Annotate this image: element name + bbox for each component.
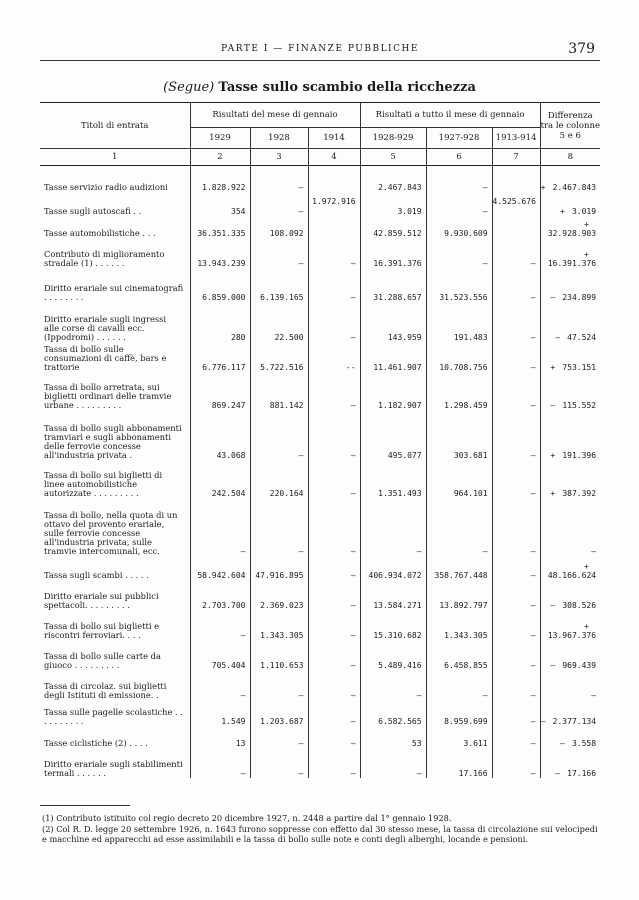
cell-1914: — [308, 556, 360, 580]
cell-1928: — [250, 410, 308, 460]
cell-1928: 22.500 [250, 302, 308, 342]
difference-sign: — [555, 768, 560, 778]
cell-1927-928: 3.611 [426, 726, 492, 748]
row-label: Tassa di bollo, nella quota di un ottavo del provento erariale, sulle ferrovie concesse all'industria privata, sulle tramvie intercomunali, ecc. [44, 509, 178, 556]
cell-1929: 1.828.922 [190, 166, 250, 192]
cell-1928-929: 31.288.657 [360, 268, 426, 302]
cell-1928-929: 42.859.512 [360, 216, 426, 238]
cell-difference [540, 610, 600, 640]
cell-1928-929: — [360, 670, 426, 700]
col-number: 5 [360, 149, 426, 166]
cell-1913-914: — [492, 238, 540, 268]
cell-1927-928: 6.458.855 [426, 640, 492, 670]
difference-sign: — [540, 716, 546, 726]
cell-1927-928: — [426, 166, 492, 192]
cell-1927-928: 303.681 [426, 410, 492, 460]
col-number: 2 [190, 149, 250, 166]
cell-1929: 6.859.000 [190, 268, 250, 302]
table-row [40, 726, 600, 748]
header-rule [40, 60, 600, 61]
cell-1913-914: — [492, 556, 540, 580]
table-row [40, 268, 600, 302]
difference-value: 234.899 [562, 292, 597, 302]
col-number: 1 [40, 149, 190, 166]
cell-1914: — [308, 268, 360, 302]
cell-1914: — [308, 640, 360, 670]
difference-value: 47.524 [567, 332, 597, 342]
cell-difference [540, 460, 600, 498]
cell-difference [540, 372, 600, 410]
difference-value: 17.166 [567, 768, 597, 778]
table-row [40, 166, 600, 192]
row-label: Tassa di bollo sulle consumazioni di caffè, bars e trattorie [44, 343, 167, 372]
cell-difference [540, 670, 600, 700]
cell-1927-928: 17.166 [426, 748, 492, 778]
cell-difference [540, 302, 600, 342]
table-row [40, 700, 600, 726]
row-label: Tassa di bollo sulle carte da giuoco . . . . . . . . . [44, 650, 161, 670]
year-header: 1929 [190, 128, 250, 149]
difference-sign: + [540, 182, 546, 192]
difference-value: 3.558 [571, 738, 597, 748]
cell-1913-914-merged: 4.525.676 [492, 166, 540, 238]
table-row [40, 640, 600, 670]
row-label: Tasse sugli autoscafi . . [44, 205, 142, 216]
cell-1928-929: 1.351.493 [360, 460, 426, 498]
table-row [40, 556, 600, 580]
col-number: 8 [540, 149, 600, 166]
cell-difference [540, 726, 600, 748]
cell-1928-929: 406.934.072 [360, 556, 426, 580]
page-number: 379 [568, 41, 595, 57]
cell-1927-928: 1.343.305 [426, 610, 492, 640]
difference-value: 32.928.903 [547, 228, 597, 238]
cell-1927-928: 13.892.797 [426, 580, 492, 610]
cell-1913-914: — [492, 610, 540, 640]
cell-1928-929: 13.584.271 [360, 580, 426, 610]
cell-1928: 1.203.687 [250, 700, 308, 726]
cell-1928: 220.164 [250, 460, 308, 498]
row-label: Diritto erariale sugli stabilimenti termali . . . . . . [44, 758, 183, 778]
cell-1913-914: — [492, 700, 540, 726]
running-header-title: PARTE I — FINANZE PUBBLICHE [221, 44, 419, 54]
row-label: Diritto erariale sui pubblici spettacoli. . . . . . . . . [44, 590, 159, 610]
year-header: 1914 [308, 128, 360, 149]
difference-sign: + [584, 249, 589, 259]
row-label: Tassa di circolaz. sui biglietti degli Istituti di emissione. . [44, 680, 167, 700]
row-label: Contributo di miglioramento stradale (1) . . . . . . [44, 248, 165, 268]
cell-difference [540, 556, 600, 580]
cell-difference [540, 238, 600, 268]
cell-1928: — [250, 192, 308, 216]
difference-sign: + [584, 219, 589, 229]
cell-1927-928: 964.101 [426, 460, 492, 498]
cell-1914: — [308, 372, 360, 410]
difference-sign: — [555, 332, 560, 342]
cell-difference [540, 748, 600, 778]
cell-1928: 108.092 [250, 216, 308, 238]
cell-1929: 36.351.335 [190, 216, 250, 238]
difference-value: 387.392 [562, 488, 597, 498]
cell-1928: 1.343.305 [250, 610, 308, 640]
table-row [40, 302, 600, 342]
table-body [40, 166, 600, 778]
title-prefix: (Segue) [163, 80, 215, 95]
difference-value: 308.526 [562, 600, 597, 610]
cell-1929: 13.943.239 [190, 238, 250, 268]
cell-1914-merged: 1.972.916 [308, 166, 360, 238]
cell-1914: — [308, 580, 360, 610]
cell-1914: -- [308, 342, 360, 372]
difference-value: 191.396 [562, 450, 597, 460]
cell-1929: — [190, 748, 250, 778]
cell-1929: — [190, 610, 250, 640]
table-row [40, 748, 600, 778]
cell-difference [540, 410, 600, 460]
cell-1928: — [250, 670, 308, 700]
row-label: Tasse ciclistiche (2) . . . . [44, 737, 148, 748]
difference-sign: + [584, 561, 589, 571]
cell-1914: — [308, 498, 360, 556]
cell-1929: — [190, 498, 250, 556]
footnote-rule [40, 805, 130, 806]
cell-1914: — [308, 410, 360, 460]
cell-1913-914: — [492, 460, 540, 498]
difference-value: 969.439 [562, 660, 597, 670]
revenue-table [40, 102, 600, 778]
cell-difference [540, 700, 600, 726]
cell-1914: — [308, 700, 360, 726]
difference-value: 753.151 [562, 362, 597, 372]
cell-1914: — [308, 670, 360, 700]
cell-1928: — [250, 748, 308, 778]
cell-1928: — [250, 166, 308, 192]
cell-1928: — [250, 726, 308, 748]
cell-1914: — [308, 748, 360, 778]
cell-1928-929: 6.582.565 [360, 700, 426, 726]
difference-value: 48.166.624 [547, 570, 597, 580]
cell-difference [540, 216, 600, 238]
cell-1928-929: 53 [360, 726, 426, 748]
cell-1927-928: 358.767.448 [426, 556, 492, 580]
cell-1927-928: 9.930.609 [426, 216, 492, 238]
difference-sign: — [550, 600, 556, 610]
cell-1928-929: — [360, 498, 426, 556]
footnotes [42, 813, 598, 845]
cell-1927-928: 191.483 [426, 302, 492, 342]
difference-sign: — [550, 660, 556, 670]
table-row [40, 372, 600, 410]
table-row [40, 610, 600, 640]
difference-value: 115.552 [562, 400, 597, 410]
year-header: 1928-929 [360, 128, 426, 149]
cell-1928: 6.139.165 [250, 268, 308, 302]
difference-value: 2.377.134 [552, 716, 597, 726]
difference-sign: + [550, 362, 556, 372]
cell-difference [540, 580, 600, 610]
cell-1913-914: — [492, 342, 540, 372]
cell-1927-928: 1.298.459 [426, 372, 492, 410]
difference-value: — [591, 546, 597, 556]
footnote-2: (2) Col R. D. legge 20 settembre 1926, n. 1643 furono soppresse con effetto dal 30 stesso mese, la tassa di circolazione sui velocipedi e macchine ed apparecchi ad esse assimilabili e la tassa di bollo sulle note e conti degli alberghi, locande e pensioni. [42, 823, 598, 844]
difference-value: — [591, 690, 597, 700]
cell-1928: — [250, 238, 308, 268]
row-label: Tasse servizio radio audizioni [44, 181, 168, 192]
cell-1914: — [308, 238, 360, 268]
col-number: 3 [250, 149, 308, 166]
cell-1929: 58.942.604 [190, 556, 250, 580]
col-group-month: Risultati del mese di gennaio [190, 103, 360, 128]
cell-1913-914: — [492, 372, 540, 410]
difference-value: 13.967.376 [547, 630, 597, 640]
cell-difference [540, 342, 600, 372]
difference-sign: + [550, 450, 556, 460]
cell-difference [540, 192, 600, 216]
cell-1928-929: 11.461.907 [360, 342, 426, 372]
cell-1928-929: 15.310.682 [360, 610, 426, 640]
cell-1928: — [250, 498, 308, 556]
cell-1929: 354 [190, 192, 250, 216]
difference-sign: + [584, 621, 589, 631]
cell-1928-929: 143.959 [360, 302, 426, 342]
year-header: 1913-914 [492, 128, 540, 149]
cell-1929: 6.776.117 [190, 342, 250, 372]
table-row [40, 580, 600, 610]
cell-1928: 5.722.516 [250, 342, 308, 372]
difference-value: 3.019 [571, 206, 597, 216]
running-header [0, 41, 639, 58]
year-header: 1927-928 [426, 128, 492, 149]
col-header-titoli: Titoli di entrata [40, 103, 190, 149]
table-row [40, 670, 600, 700]
cell-1929: 280 [190, 302, 250, 342]
table-row [40, 410, 600, 460]
cell-1927-928: — [426, 192, 492, 216]
cell-1927-928: 8.959.699 [426, 700, 492, 726]
row-label: Tassa di bollo arretrata, sui biglietti ordinari delle tramvie urbane . . . . . . . . . [44, 381, 172, 410]
cell-difference [540, 498, 600, 556]
cell-1927-928: — [426, 670, 492, 700]
cell-1929: — [190, 670, 250, 700]
cell-difference [540, 268, 600, 302]
cell-1927-928: — [426, 498, 492, 556]
cell-1929: 2.703.700 [190, 580, 250, 610]
col-number: 7 [492, 149, 540, 166]
table-title [0, 80, 639, 95]
difference-sign: — [559, 738, 565, 748]
col-number: 6 [426, 149, 492, 166]
cell-1929: 43.068 [190, 410, 250, 460]
cell-1913-914: — [492, 726, 540, 748]
row-label: Diritto erariale sui cinematografi . . . . . . . . [44, 282, 184, 302]
cell-1927-928: 31.523.556 [426, 268, 492, 302]
table-row [40, 460, 600, 498]
cell-1929: 242.504 [190, 460, 250, 498]
cell-1913-914: — [492, 580, 540, 610]
table-row [40, 342, 600, 372]
table-row [40, 498, 600, 556]
cell-1913-914: — [492, 498, 540, 556]
row-label: Diritto erariale sugli ingressi alle corse di cavalli ecc. (Ippodromi) . . . . . . [44, 313, 167, 342]
row-label: Tassa sulle pagelle scolastiche . . . . . . . . . . [44, 706, 183, 726]
year-header: 1928 [250, 128, 308, 149]
cell-1927-928: — [426, 238, 492, 268]
cell-1913-914: — [492, 748, 540, 778]
difference-value: 16.391.376 [547, 258, 597, 268]
cell-1928-929: 2.467.843 [360, 166, 426, 192]
cell-1928-929: 16.391.376 [360, 238, 426, 268]
footnote-1: (1) Contributo istituito col regio decreto 20 dicembre 1927, n. 2448 a partire dal 1° gennaio 1928. [42, 813, 452, 823]
cell-1929: 13 [190, 726, 250, 748]
cell-1913-914: — [492, 268, 540, 302]
difference-sign: + [550, 488, 556, 498]
row-label: Tassa sugli scambi . . . . . [44, 569, 149, 580]
cell-1913-914: — [492, 302, 540, 342]
cell-1928-929: 5.489.416 [360, 640, 426, 670]
difference-sign: — [550, 400, 556, 410]
table-row [40, 238, 600, 268]
cell-difference [540, 640, 600, 670]
cell-1913-914: — [492, 670, 540, 700]
difference-sign: + [559, 206, 565, 216]
cell-1914: — [308, 610, 360, 640]
col-header-diff: Differenza tra le colonne 5 e 6 [540, 103, 600, 149]
cell-1928-929: 495.077 [360, 410, 426, 460]
col-number: 4 [308, 149, 360, 166]
cell-1927-928: 10.708.756 [426, 342, 492, 372]
row-label: Tassa di bollo sui biglietti e riscontri ferroviari. . . . [44, 620, 160, 640]
cell-1913-914: — [492, 410, 540, 460]
row-label: Tassa di bollo sugli abbonamenti tramviari e sugli abbonamenti delle ferrovie concesse all'industria privata . [44, 422, 182, 460]
cell-1928: 881.142 [250, 372, 308, 410]
difference-sign: — [550, 292, 556, 302]
cell-1929: 869.247 [190, 372, 250, 410]
cell-1928-929: 3.019 [360, 192, 426, 216]
cell-1913-914: — [492, 640, 540, 670]
col-group-total: Risultati a tutto il mese di gennaio [360, 103, 540, 128]
difference-value: 2.467.843 [552, 182, 597, 192]
cell-1928: 1.110.653 [250, 640, 308, 670]
cell-1929: 1.549 [190, 700, 250, 726]
row-label: Tassa di bollo sui biglietti di linee automobilistiche autorizzate . . . . . . . . . [44, 469, 163, 498]
cell-1928: 2.369.023 [250, 580, 308, 610]
cell-1928: 47.916.895 [250, 556, 308, 580]
cell-1914: — [308, 302, 360, 342]
cell-1928-929: 1.182.907 [360, 372, 426, 410]
title-main: Tasse sullo scambio della ricchezza [218, 80, 476, 95]
row-label: Tasse automobilistiche . . . [44, 227, 156, 238]
cell-1914: — [308, 726, 360, 748]
cell-1928-929: — [360, 748, 426, 778]
cell-1914: — [308, 460, 360, 498]
cell-difference [540, 166, 600, 192]
cell-1929: 705.404 [190, 640, 250, 670]
